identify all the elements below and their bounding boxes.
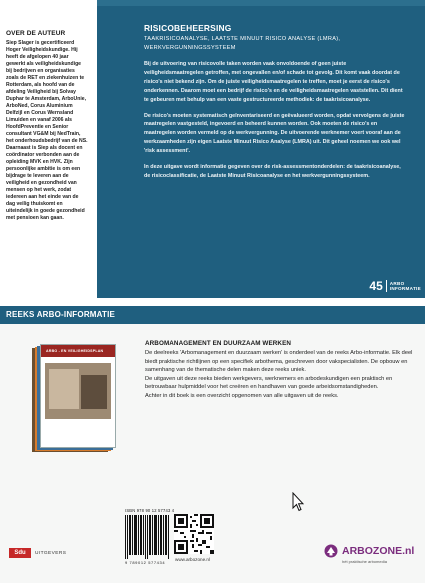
publisher-suffix: UITGEVERS xyxy=(35,551,67,556)
arbozone-tagline: hèt praktische arbomedia xyxy=(342,559,387,564)
qr-code xyxy=(174,514,214,554)
series-paragraph-1: De deelreeks 'Arbomanagement en duurzaam werken' is onderdeel van de reeks Arbo-informatie. Elk deel biedt praktische richtlijnen op een specifiek arbothema, geschreven door vakspecialisten. De opbouw en samenhang van de thematische delen maken deze reeks uniek. xyxy=(145,350,413,373)
mouse-cursor-icon xyxy=(292,492,304,512)
hero-paragraph-1: Bij de uitvoering van risicovolle taken worden vaak onvoldoende of geen juiste veiligheidsmaatregelen getroffen, met ongevallen en/of schade tot gevolg. Dit komt vaak doordat de risico's niet bekend zijn. Om de juiste veiligheidsmaatregelen te treffen, moet je eerst de risico's onderkennen. Daarom moet een bedrijf de risico's en de veiligheidsmaatregelen vaststellen. Dit dient te gebeuren met behulp van een vaste gestructureerde methodiek: de taakrisicoanalyse. xyxy=(144,61,403,103)
hero-paragraph-2: De risico's moeten systematisch geïnventariseerd en geëvalueerd worden, opdat vervolgens de juiste maatregelen vastgesteld, ingevoerd en beheerd kunnen worden. Ook moeten de risico's en maatregelen worden vermeld op de werkvergunning. De uitvoerende werknemer voert vooraf aan de werkzaamheden zijn eigen Laatste Minuut Risico Analyse (LMRA) uit. Dit geheel noemen we ook wel 'risk assessment'. xyxy=(144,112,405,155)
book-stack-image xyxy=(32,344,116,454)
hero-top-strip xyxy=(97,0,425,6)
series-band xyxy=(0,306,425,324)
book-front-title: ARBO - EN VEILIGHEIDSPLAN xyxy=(41,345,115,357)
series-paragraph-2: De uitgaven uit deze reeks bieden werkgevers, werknemers en arbodeskundigen een praktisch en betrouwbaar hulpmiddel voor het creëren en handhaven van goede arbeidsomstandigheden. xyxy=(145,375,393,390)
barcode-number: 9 789012 577434 xyxy=(125,560,166,565)
hero-paragraph-3: In deze uitgave wordt informatie gegeven over de risk-assessmentonderdelen: de taakrisicoanalyse, de risicoclassificatie, de Laatste Minuut Risicoanalyse en het werkvergunningssysteem. xyxy=(144,164,401,179)
arbozone-icon xyxy=(324,544,338,558)
author-heading: OVER DE AUTEUR xyxy=(6,30,66,37)
book-front-cover xyxy=(40,344,116,448)
book-title: RISICOBEHEERSING xyxy=(144,23,232,33)
badge-line-1: ARBO xyxy=(389,280,405,286)
series-number: 45 xyxy=(369,279,383,293)
badge-divider xyxy=(386,280,387,292)
book-cover-photo-detail-2 xyxy=(81,375,107,409)
book-cover-photo-detail xyxy=(49,369,79,409)
badge-text xyxy=(390,281,421,292)
badge-line-2: INFORMATIE xyxy=(389,286,421,291)
hero-content xyxy=(144,23,406,188)
series-number-badge xyxy=(369,280,421,292)
series-label: REEKS ARBO-INFORMATIE xyxy=(6,310,116,319)
book-subtitle: TAAKRISICOANALYSE, LAATSTE MINUUT RISICO ANALYSE (LMRA), WERKVERGUNNINGSSYSTEEM xyxy=(144,36,341,51)
hero-panel xyxy=(97,0,425,298)
isbn-block xyxy=(125,508,175,566)
sdu-logo: Sdu xyxy=(9,548,31,558)
isbn-text: ISBN 978 90 12 57743 4 xyxy=(125,508,175,513)
series-title: ARBOMANAGEMENT EN DUURZAAM WERKEN xyxy=(145,340,292,347)
author-column xyxy=(6,30,88,222)
arbozone-name: ARBOZONE.nl xyxy=(342,545,415,557)
website-url: www.arbozone.nl xyxy=(175,557,210,562)
author-bio: Siep Slager is gecertificeerd Hoger Veiligheidskundige. Hij heeft de afgelopen 40 jaar gewerkt als veiligheidskundige bij bedrijven en organisaties zoals de RET en ziekenhuizen te Rotterdam, als hoofd van de afdeling Veiligheid bij Solvay Duphar te Amsterdam, ArboUnie, ArboNed, Corus Aluminium Delfzijl en Corus Wernsland Limuiden en vanaf 2006 als HoofdPreventie en Senior consultant VG&M bij NedTrain, het onderhoudsbedrijf van de NS. Daarnaast is Siep als docent en coördinator verbonden aan de opleiding MVK en HVK. Zijn persoonlijke ambitie is om een bijdrage te leveren aan de veiligheid en gezondheid van mensen op het werk, zodat iedereen aan het einde van de dag veilig thuiskomt en uiteindelijk in goede gezondheid met pensioen kan gaan. xyxy=(6,40,88,221)
barcode xyxy=(125,515,170,559)
series-paragraph-3: Achter in dit boek is een overzicht opgenomen van alle uitgaven uit de reeks. xyxy=(145,392,339,399)
series-description xyxy=(145,340,420,400)
arbozone-logo xyxy=(324,542,414,568)
